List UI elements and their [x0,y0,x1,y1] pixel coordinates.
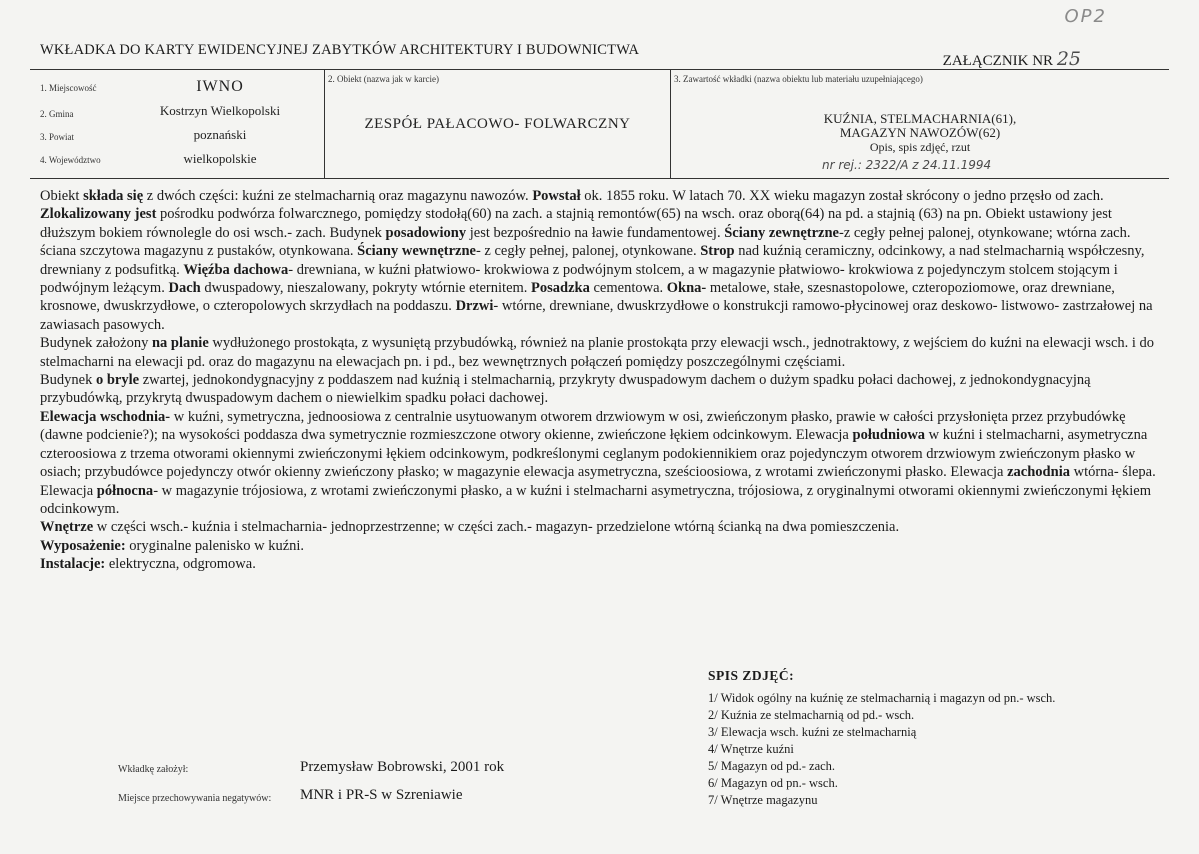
paragraph-interior: Wnętrze w części wsch.- kuźnia i stelmacharnia- jednoprzestrzenne; w części zach.- magazyn- przedzielone wtórną ścianką na dwa pomieszczenia. [40,519,900,536]
author-label: Wkładkę założył: [118,764,189,775]
photo-list-title: SPIS ZDJĘĆ: [708,668,795,683]
bold-term: Okna- [666,280,707,297]
bold-term: Ściany zewnętrzne [724,224,839,241]
bold-term: Zlokalizowany jest [40,206,157,223]
object-name: ZESPÓŁ PAŁACOWO- FOLWARCZNY [364,116,631,132]
photo-list-item: 6/ Magazyn od pn.- wsch. [708,776,838,790]
bold-term: Strop [700,243,735,260]
photo-list-item: 1/ Widok ogólny na kuźnię ze stelmacharnią i magazyn od pn.- wsch. [708,691,1056,705]
bold-term: Ściany wewnętrzne [357,243,476,260]
paragraph-mass: Budynek o bryle zwartej, jednokondygnacyjny z poddaszem nad kuźnią i stelmacharnią, przykryty dwuspadowym dachem o dużym spadku połaci dachowej, z jednokondygnacyjną przybudówką, przykrytą dwuspadowym dachem o niewielkim spadku połaci dachowej. [40,372,1091,407]
location-label-county: 3. Powiat [40,132,75,142]
location-label-province: 4. Województwo [40,155,101,165]
document-title: WKŁADKA DO KARTY EWIDENCYJNEJ ZABYTKÓW ARCHITEKTURY I BUDOWNICTWA [40,42,640,58]
paragraph-elevations: Elewacja wschodnia- w kuźni, symetryczna, jednoosiowa z centralnie usytuowanym otworem drzwiowym w osi, zwieńczonym płasko, prawie w całości przysłonięta przez przybudówkę (dawne podcienie?); na wysokości poddasza dwa symetrycznie rozmieszczone otwory okienne, zwieńczone łękiem odcinkowym. Elewacja południowa w kuźni i stelmacharni, asymetryczna czteroosiowa z trzema otworami okiennymi zwieńczonymi łękiem odcinkowym, podkreślonymi ceglanym podokiennikiem oraz pojedynczym otworem drzwiowym zwieńczonym płasko w osiach; przybudówce pojedynczy otwór okienny zwieńczony płasko; w magazynie elewacja asymetryczna, sześcioosiowa, z wrotami zwieńczonymi płasko. Elewacja zachodnia wtórna- ślepa. Elewacja północna- w magazynie trójosiowa, z wrotami zwieńczonymi płasko, a w kuźni i stelmacharni asymetryczna, trójosiowa, z oryginalnymi otworami okiennymi zwieńczonymi łękiem odcinkowym. [40,408,1156,517]
location-commune: Kostrzyn Wielkopolski [159,103,281,118]
location-county: poznański [193,127,247,142]
paragraph-equipment: Wyposażenie: oryginalne palenisko w kuźni. [40,537,305,554]
bold-term: posadowiony [385,224,467,241]
contents-label: 3. Zawartość wkładki (nazwa obiektu lub materiału uzupełniającego) [674,74,923,84]
bold-term: północna [96,482,154,499]
bold-term: Elewacja wschodnia- [40,408,171,425]
register-handwritten-note: nr rej.: 2322/A z 24.11.1994 [822,158,992,172]
attachment-label: ZAŁĄCZNIK NR [942,53,1054,69]
corner-pencil-mark: OP2 [1064,6,1107,27]
bold-term: Wyposażenie: [40,537,126,554]
contents-line-2: MAGAZYN NAWOZÓW(62) [839,125,1001,140]
object-label: 2. Obiekt (nazwa jak w karcie) [328,74,439,84]
photo-list [708,668,1148,809]
bold-term: na planie [151,335,209,352]
location-province: wielkopolskie [183,151,257,166]
bold-term: Powstał [532,188,581,204]
paragraph-plan: Budynek założony na planie wydłużonego prostokąta, z wysuniętą przybudówką, również na planie prostokąta przy elewacji wsch., jednotraktowy, z wejściem do kuźni na elewacji wsch. i do stelmacharni na elewacji pd. oraz do magazynu na elewacjach pn. i pd., bez wewnętrznych połączeń pomiędzy poszczególnymi częściami. [40,335,1155,370]
photo-list-item: 4/ Wnętrze kuźni [708,742,794,756]
bold-term: Wnętrze [40,519,94,536]
photo-list-item: 3/ Elewacja wsch. kuźni ze stelmacharnią [708,725,917,739]
photo-list-item: 7/ Wnętrze magazynu [708,793,818,807]
photo-list-item: 2/ Kuźnia ze stelmacharnią od pd.- wsch. [708,708,915,722]
location-label-commune: 2. Gmina [40,109,74,119]
bold-term: o bryle [95,372,140,389]
bold-term: Więźba dachowa [183,261,289,278]
attachment-number: 25 [1056,48,1081,70]
header-table [30,69,1169,179]
author-value: Przemysław Bobrowski, 2001 rok [300,759,505,775]
bold-term: południowa [852,427,926,444]
photo-list-item: 5/ Magazyn od pd.- zach. [708,759,836,773]
bold-term: Instalacje: [40,556,106,573]
contents-line-1: KUŹNIA, STELMACHARNIA(61), [823,111,1017,126]
description-body [40,187,1158,574]
contents-line-3: Opis, spis zdjęć, rzut [869,140,971,154]
bold-term: Drzwi [455,298,494,315]
bold-term: zachodnia [1007,464,1070,481]
bold-term: Posadzka [531,280,590,297]
location-label-town: 1. Miejscowość [40,83,97,93]
bold-term: składa się [83,188,144,204]
paragraph-installations: Instalacje: elektryczna, odgromowa. [40,556,256,573]
storage-label: Miejsce przechowywania negatywów: [118,793,272,804]
attachment-label-group [943,48,1081,70]
location-town: IWNO [196,78,244,95]
bold-term: Dach [168,280,201,297]
storage-value: MNR i PR-S w Szreniawie [300,787,463,803]
paragraph-general: Obiekt składa się z dwóch części: kuźni ze stelmacharnią oraz magazynu nawozów. Powstał ok. 1855 roku. W latach 70. XX wieku magazyn został skrócony o jedno przęsło od zach. Zlokalizowany jest pośrodku podwórza folwarcznego, pomiędzy stodołą(60) na zach. a stajnią remontów(65) na wsch. oraz oborą(64) na pd. a stajnią (63) na pn. Obiekt ustawiony jest dłuższym bokiem równolegle do osi wsch.- zach. Budynek posadowiony jest bezpośrednio na ławie fundamentowej. Ściany zewnętrzne-z cegły pełnej palonej, otynkowane; wtórna zach. ściana szczytowa magazynu z pustaków, otynkowana. Ściany wewnętrzne- z cegły pełnej, palonej, otynkowane. Strop nad kuźnią ceramiczny, odcinkowy, a nad stelmacharnią współczesny, drewniany z podsufitką. Więźba dachowa- drewniana, w kuźni płatwiowo- krokwiowa z podwójnym stolcem, a w magazynie płatwiowo- krokwiowa z pojedynczym stolcem stojącym i podwójnym leżącym. Dach dwuspadowy, nieszalowany, pokryty wtórnie eternitem. Posadzka cementowa. Okna- metalowe, stałe, szesnastopolowe, czteropoziomowe, oraz drewniane, krosnowe, dwuskrzydłowe, o czteropolowych skrzydłach na poddaszu. Drzwi- wtórne, drewniane, dwuskrzydłowe o konstrukcji ramowo-płycinowej oraz deskowo- listwowo- zastrzałowej na zawiasach pasowych. [40,188,1153,333]
